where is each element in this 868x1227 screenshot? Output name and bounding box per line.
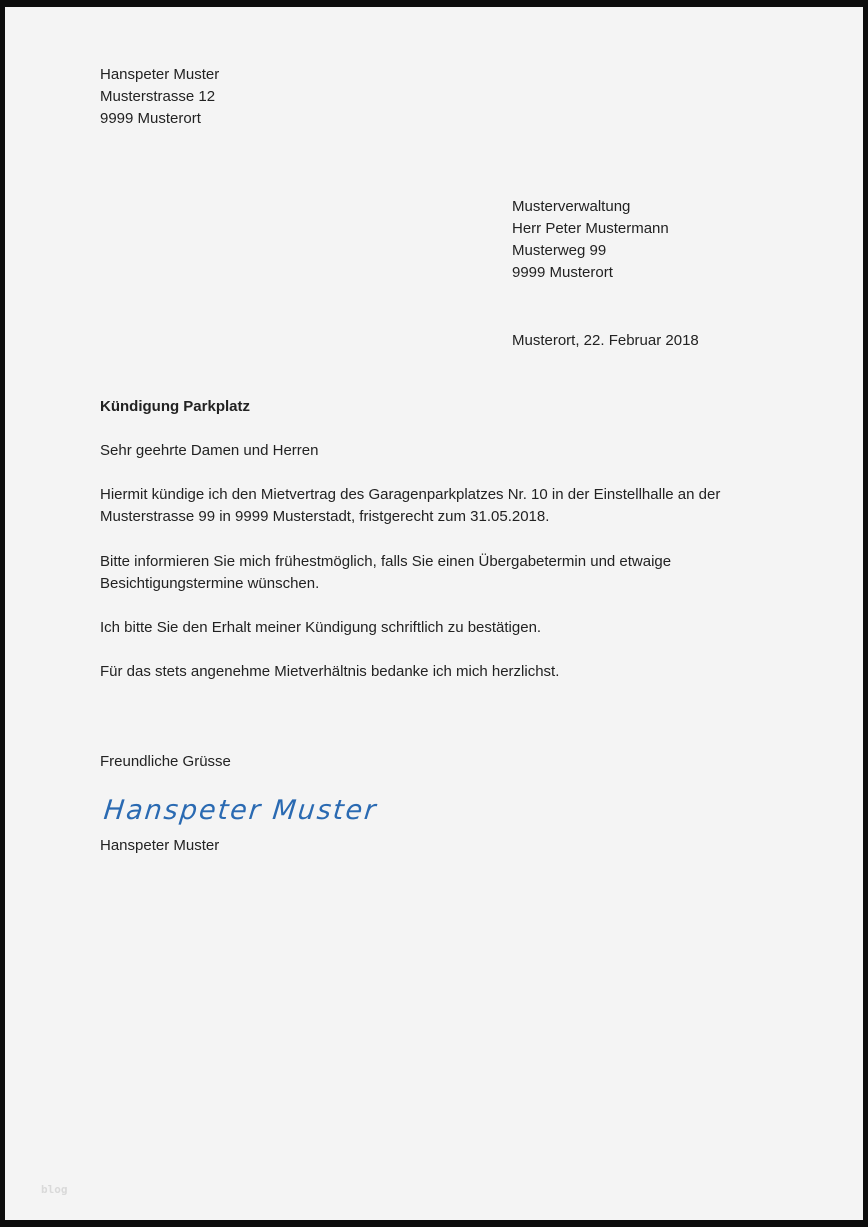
closing-greeting: Freundliche Grüsse [100, 753, 231, 770]
recipient-street: Musterweg 99 [512, 242, 607, 259]
sender-street: Musterstrasse 12 [100, 88, 216, 105]
sender-city: 9999 Musterort [100, 110, 201, 127]
sender-address-block [100, 64, 219, 130]
recipient-address-block [512, 196, 669, 284]
recipient-company: Musterverwaltung [512, 198, 631, 215]
body-paragraph-confirmation: Ich bitte Sie den Erhalt meiner Kündigung schriftlich zu bestätigen. [100, 619, 542, 636]
recipient-name: Herr Peter Mustermann [512, 220, 669, 237]
sender-name: Hanspeter Muster [100, 66, 220, 83]
body-paragraph-thanks: Für das stets angenehme Mietverhältnis bedanke ich mich herzlichst. [100, 663, 560, 680]
watermark-text: blog [41, 1183, 68, 1196]
subject-line: Kündigung Parkplatz [100, 398, 250, 415]
body-paragraph-cancellation: Hiermit kündige ich den Mietvertrag des Garagenparkplatzes Nr. 10 in der Einstellhalle an der Musterstrasse 99 in 9999 Musterstadt, fristgerecht zum 31.05.2018. [100, 486, 721, 525]
salutation: Sehr geehrte Damen und Herren [100, 442, 319, 459]
place-and-date: Musterort, 22. Februar 2018 [512, 332, 699, 349]
handwritten-signature: Hanspeter Muster [102, 795, 380, 826]
recipient-city: 9999 Musterort [512, 264, 613, 281]
typed-signature-name: Hanspeter Muster [100, 837, 220, 854]
body-paragraph-handover: Bitte informieren Sie mich frühestmöglich, falls Sie einen Übergabetermin und etwaige Besichtigungstermine wünschen. [100, 553, 672, 592]
